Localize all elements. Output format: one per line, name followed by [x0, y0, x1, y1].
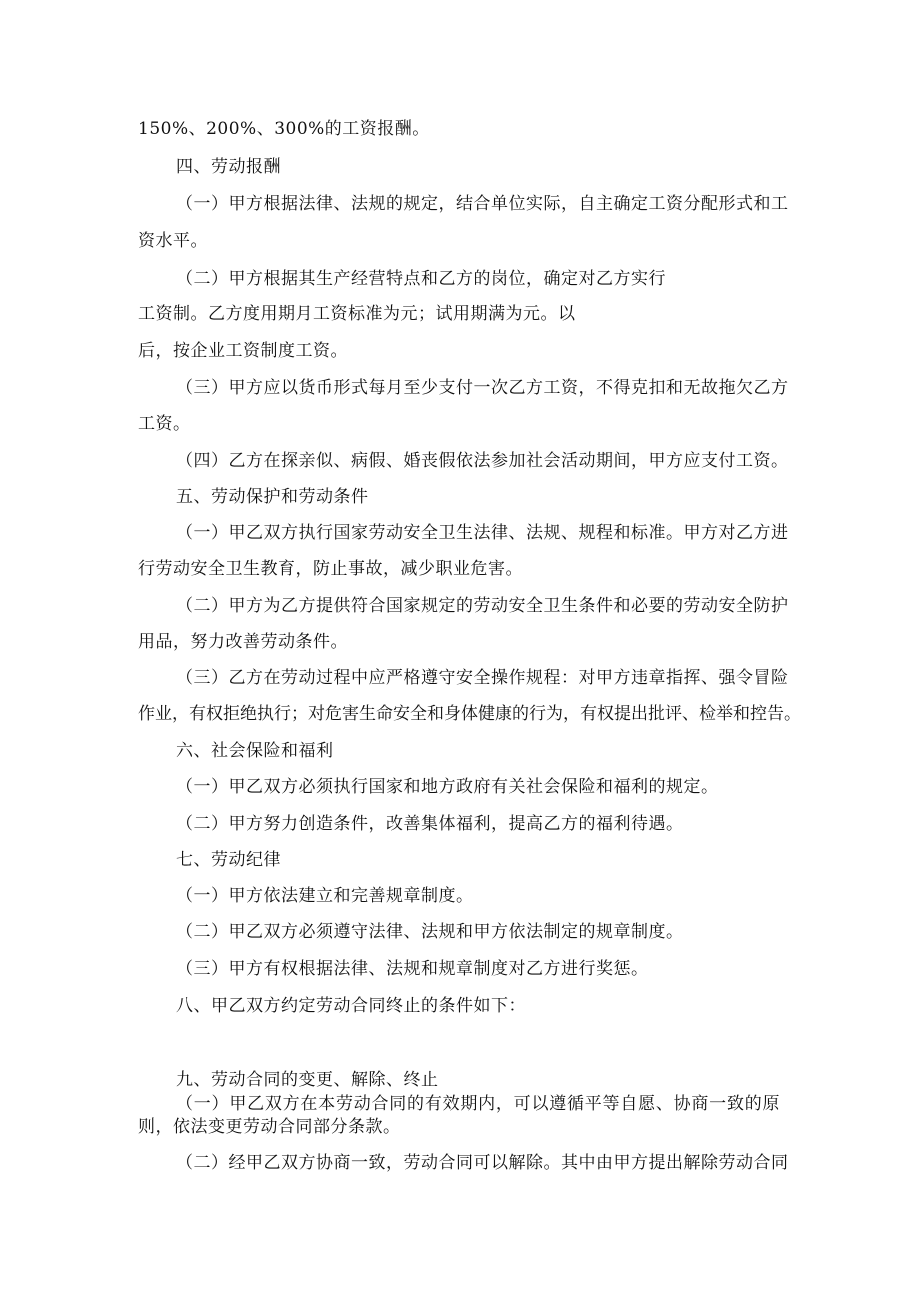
text-line: （一）甲乙双方在本劳动合同的有效期内，可以遵循平等自愿、协商一致的原	[176, 1094, 780, 1114]
text-line: （一）甲方依法建立和完善规章制度。	[176, 886, 474, 906]
text-line: （二）甲方根据其生产经营特点和乙方的岗位，确定对乙方实行	[176, 269, 666, 289]
section-heading: 六、社会保险和福利	[176, 741, 334, 761]
section-heading: 五、劳动保护和劳动条件	[176, 487, 369, 507]
text-line: 作业，有权拒绝执行；对危害生命安全和身体健康的行为，有权提出批评、检举和控告。	[138, 704, 801, 724]
text-line: （一）甲乙双方执行国家劳动安全卫生法律、法规、规程和标准。甲方对乙方进	[176, 523, 789, 543]
text-line: 则，依法变更劳动合同部分条款。	[138, 1117, 401, 1137]
text-line: 用品，努力改善劳动条件。	[138, 632, 348, 652]
text-line: 工资制。乙方度用期月工资标准为元；试用期满为元。以	[138, 304, 576, 324]
text-line: （三）乙方在劳动过程中应严格遵守安全操作规程：对甲方违章指挥、强令冒险	[176, 668, 789, 688]
text-line: （四）乙方在探亲似、病假、婚丧假依法参加社会活动期间，甲方应支付工资。	[176, 451, 789, 471]
section-heading: 八、甲乙双方约定劳动合同终止的条件如下：	[176, 996, 526, 1016]
text-line: （三）甲方有权根据法律、法规和规章制度对乙方进行奖惩。	[176, 959, 649, 979]
text-line: 资水平。	[138, 231, 208, 251]
text-line: 行劳动安全卫生教育，防止事故，减少职业危害。	[138, 559, 523, 579]
text-line: （一）甲乙双方必须执行国家和地方政府有关社会保险和福利的规定。	[176, 777, 719, 797]
section-heading: 九、劳动合同的变更、解除、终止	[176, 1070, 439, 1090]
section-heading: 四、劳动报酬	[176, 157, 281, 177]
text-line: （二）甲方为乙方提供符合国家规定的劳动安全卫生条件和必要的劳动安全防护	[176, 596, 789, 616]
text-line: （二）经甲乙双方协商一致，劳动合同可以解除。其中由甲方提出解除劳动合同	[176, 1153, 789, 1173]
text-line: （三）甲方应以货币形式每月至少支付一次乙方工资，不得克扣和无故拖欠乙方	[176, 378, 789, 398]
text-line: 工资。	[138, 414, 191, 434]
text-line: （一）甲方根据法律、法规的规定，结合单位实际，自主确定工资分配形式和工	[176, 194, 789, 214]
text-line: 后，按企业工资制度工资。	[138, 341, 348, 361]
text-line: 150%、200%、300%的工资报酬。	[138, 119, 430, 139]
section-heading: 七、劳动纪律	[176, 850, 281, 870]
text-line: （二）甲乙双方必须遵守法律、法规和甲方依法制定的规章制度。	[176, 922, 684, 942]
text-line: （二）甲方努力创造条件，改善集体福利，提高乙方的福利待遇。	[176, 814, 684, 834]
